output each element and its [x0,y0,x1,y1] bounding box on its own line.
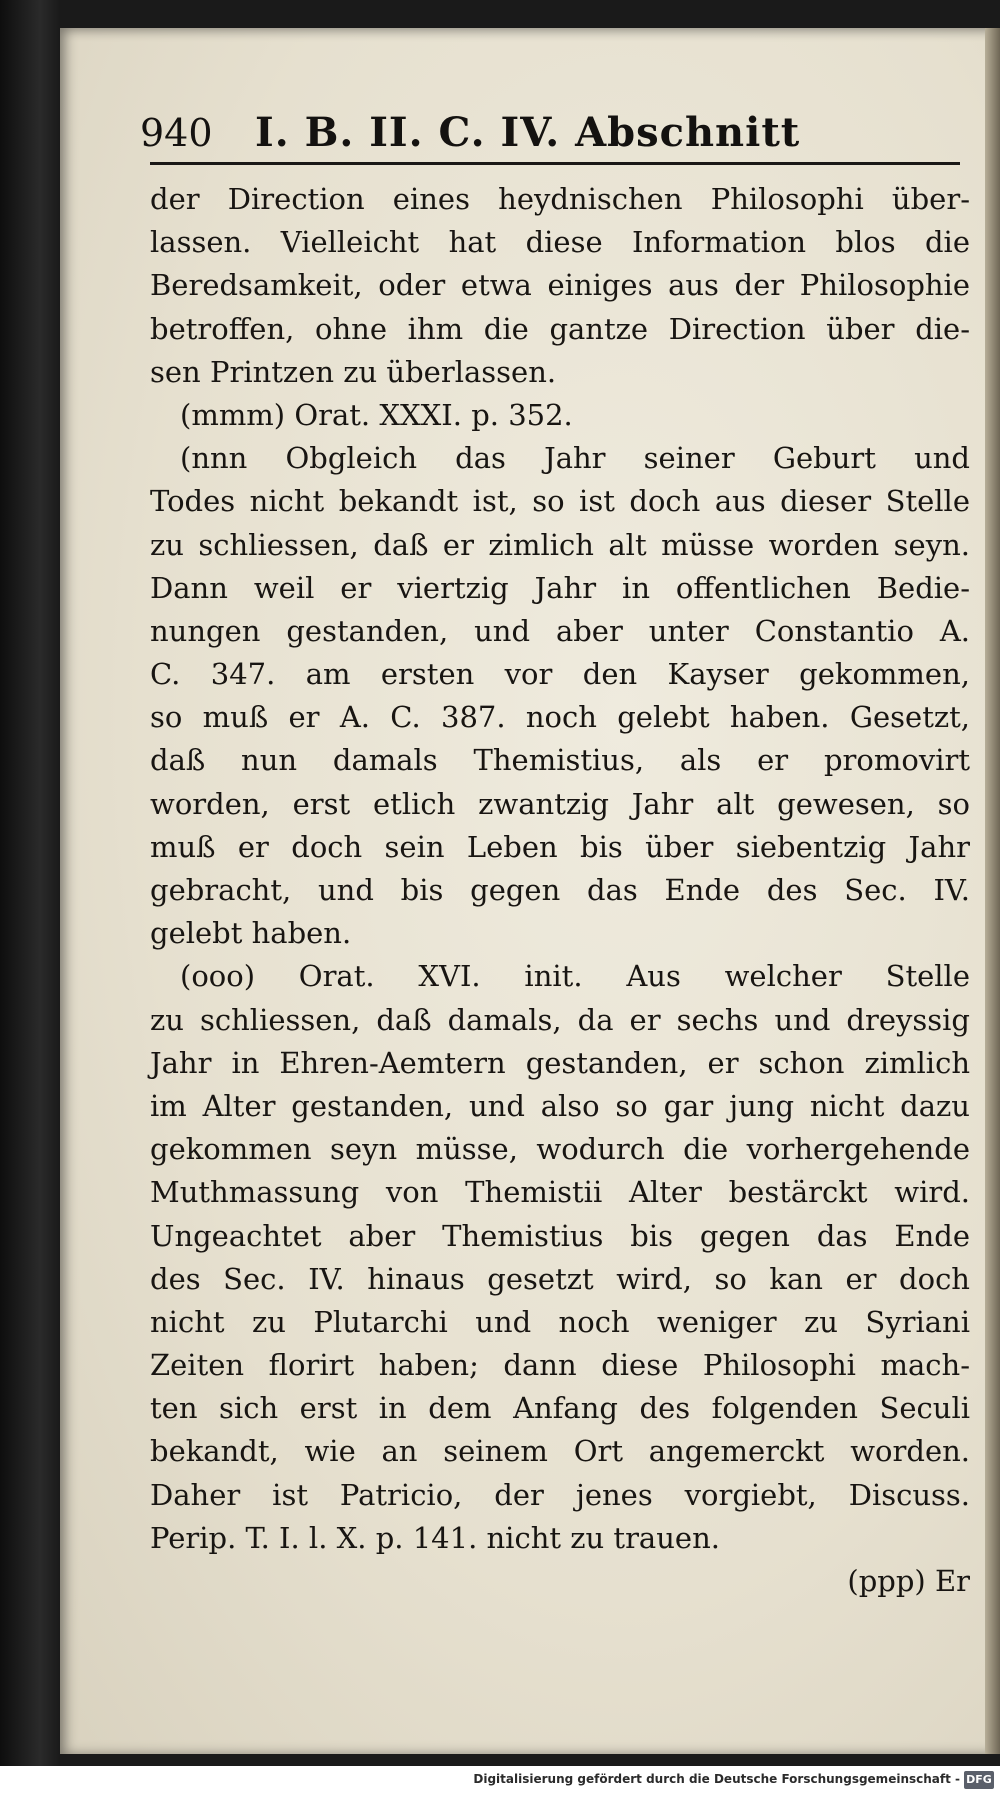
text-line: zu schliessen, daß damals, da er sechs und dreyssig [150,1002,970,1037]
body-text [150,178,970,1603]
text-line: gelebt haben. [150,916,352,951]
text-line: ten sich erst in dem Anfang des folgenden Seculi [150,1391,970,1426]
text-line: lassen. Vielleicht hat diese Information blos die [150,225,970,260]
text-line: sen Printzen zu überlassen. [150,354,557,389]
text-line: daß nun damals Themistius, als er promovirt [150,743,970,778]
dfg-logo: DFG [964,1771,994,1789]
text-line: Muthmassung von Themistii Alter bestärckt wird. [150,1175,970,1210]
funding-credit: Digitalisierung gefördert durch die Deutsche Forschungsgemeinschaft - [473,1772,960,1786]
text-line: gekommen seyn müsse, wodurch die vorhergehende [150,1132,970,1167]
page-number: 940 [140,111,213,155]
footnote-nnn: (nnn Obgleich das Jahr seiner Geburt und [180,441,970,476]
text-line: C. 347. am ersten vor den Kayser gekommen, [150,657,970,692]
page-header [140,108,960,158]
text-line: im Alter gestanden, und also so gar jung nicht dazu [150,1088,970,1123]
text-line: Zeiten florirt haben; dann diese Philosophi mach- [150,1348,970,1383]
text-line: Beredsamkeit, oder etwa einiges aus der Philosophie [150,268,970,303]
text-line: muß er doch sein Leben bis über siebentzig Jahr [150,829,970,864]
text-line: betroffen, ohne ihm die gantze Direction über die- [150,311,970,346]
text-line: Todes nicht bekandt ist, so ist doch aus dieser Stelle [150,484,970,519]
catchword: (ppp) Er [847,1564,970,1598]
running-head: I. B. II. C. IV. Abschnitt [255,109,801,156]
text-line: worden, erst etlich zwantzig Jahr alt gewesen, so [150,786,970,821]
text-line: Jahr in Ehren-Aemtern gestanden, er schon zimlich [150,1045,970,1080]
footnote-mmm: (mmm) Orat. XXXI. p. 352. [180,397,573,432]
text-line: Ungeachtet aber Themistius bis gegen das Ende [150,1218,970,1253]
text-line: bekandt, wie an seinem Ort angemerckt worden. [150,1434,970,1469]
page-edge [985,28,1000,1754]
text-line: der Direction eines heydnischen Philosophi über- [150,182,970,216]
header-rule [150,162,960,165]
text-line: zu schliessen, daß er zimlich alt müsse worden seyn. [150,527,970,562]
text-line: Daher ist Patricio, der jenes vorgiebt, Discuss. [150,1477,970,1512]
text-line: so muß er A. C. 387. noch gelebt haben. Gesetzt, [150,700,970,735]
footnote-ooo: (ooo) Orat. XVI. init. Aus welcher Stelle [180,959,970,994]
text-line: nicht zu Plutarchi und noch weniger zu Syriani [150,1304,970,1339]
text-line: Perip. T. I. l. X. p. 141. nicht zu trauen. [150,1520,720,1555]
digitization-footer [0,1766,1000,1795]
text-line: Dann weil er viertzig Jahr in offentlichen Bedie- [150,570,970,605]
text-line: gebracht, und bis gegen das Ende des Sec. IV. [150,873,970,907]
text-line: nungen gestanden, und aber unter Constantio A. [150,613,970,648]
text-line: des Sec. IV. hinaus gesetzt wird, so kan er doch [150,1261,970,1296]
